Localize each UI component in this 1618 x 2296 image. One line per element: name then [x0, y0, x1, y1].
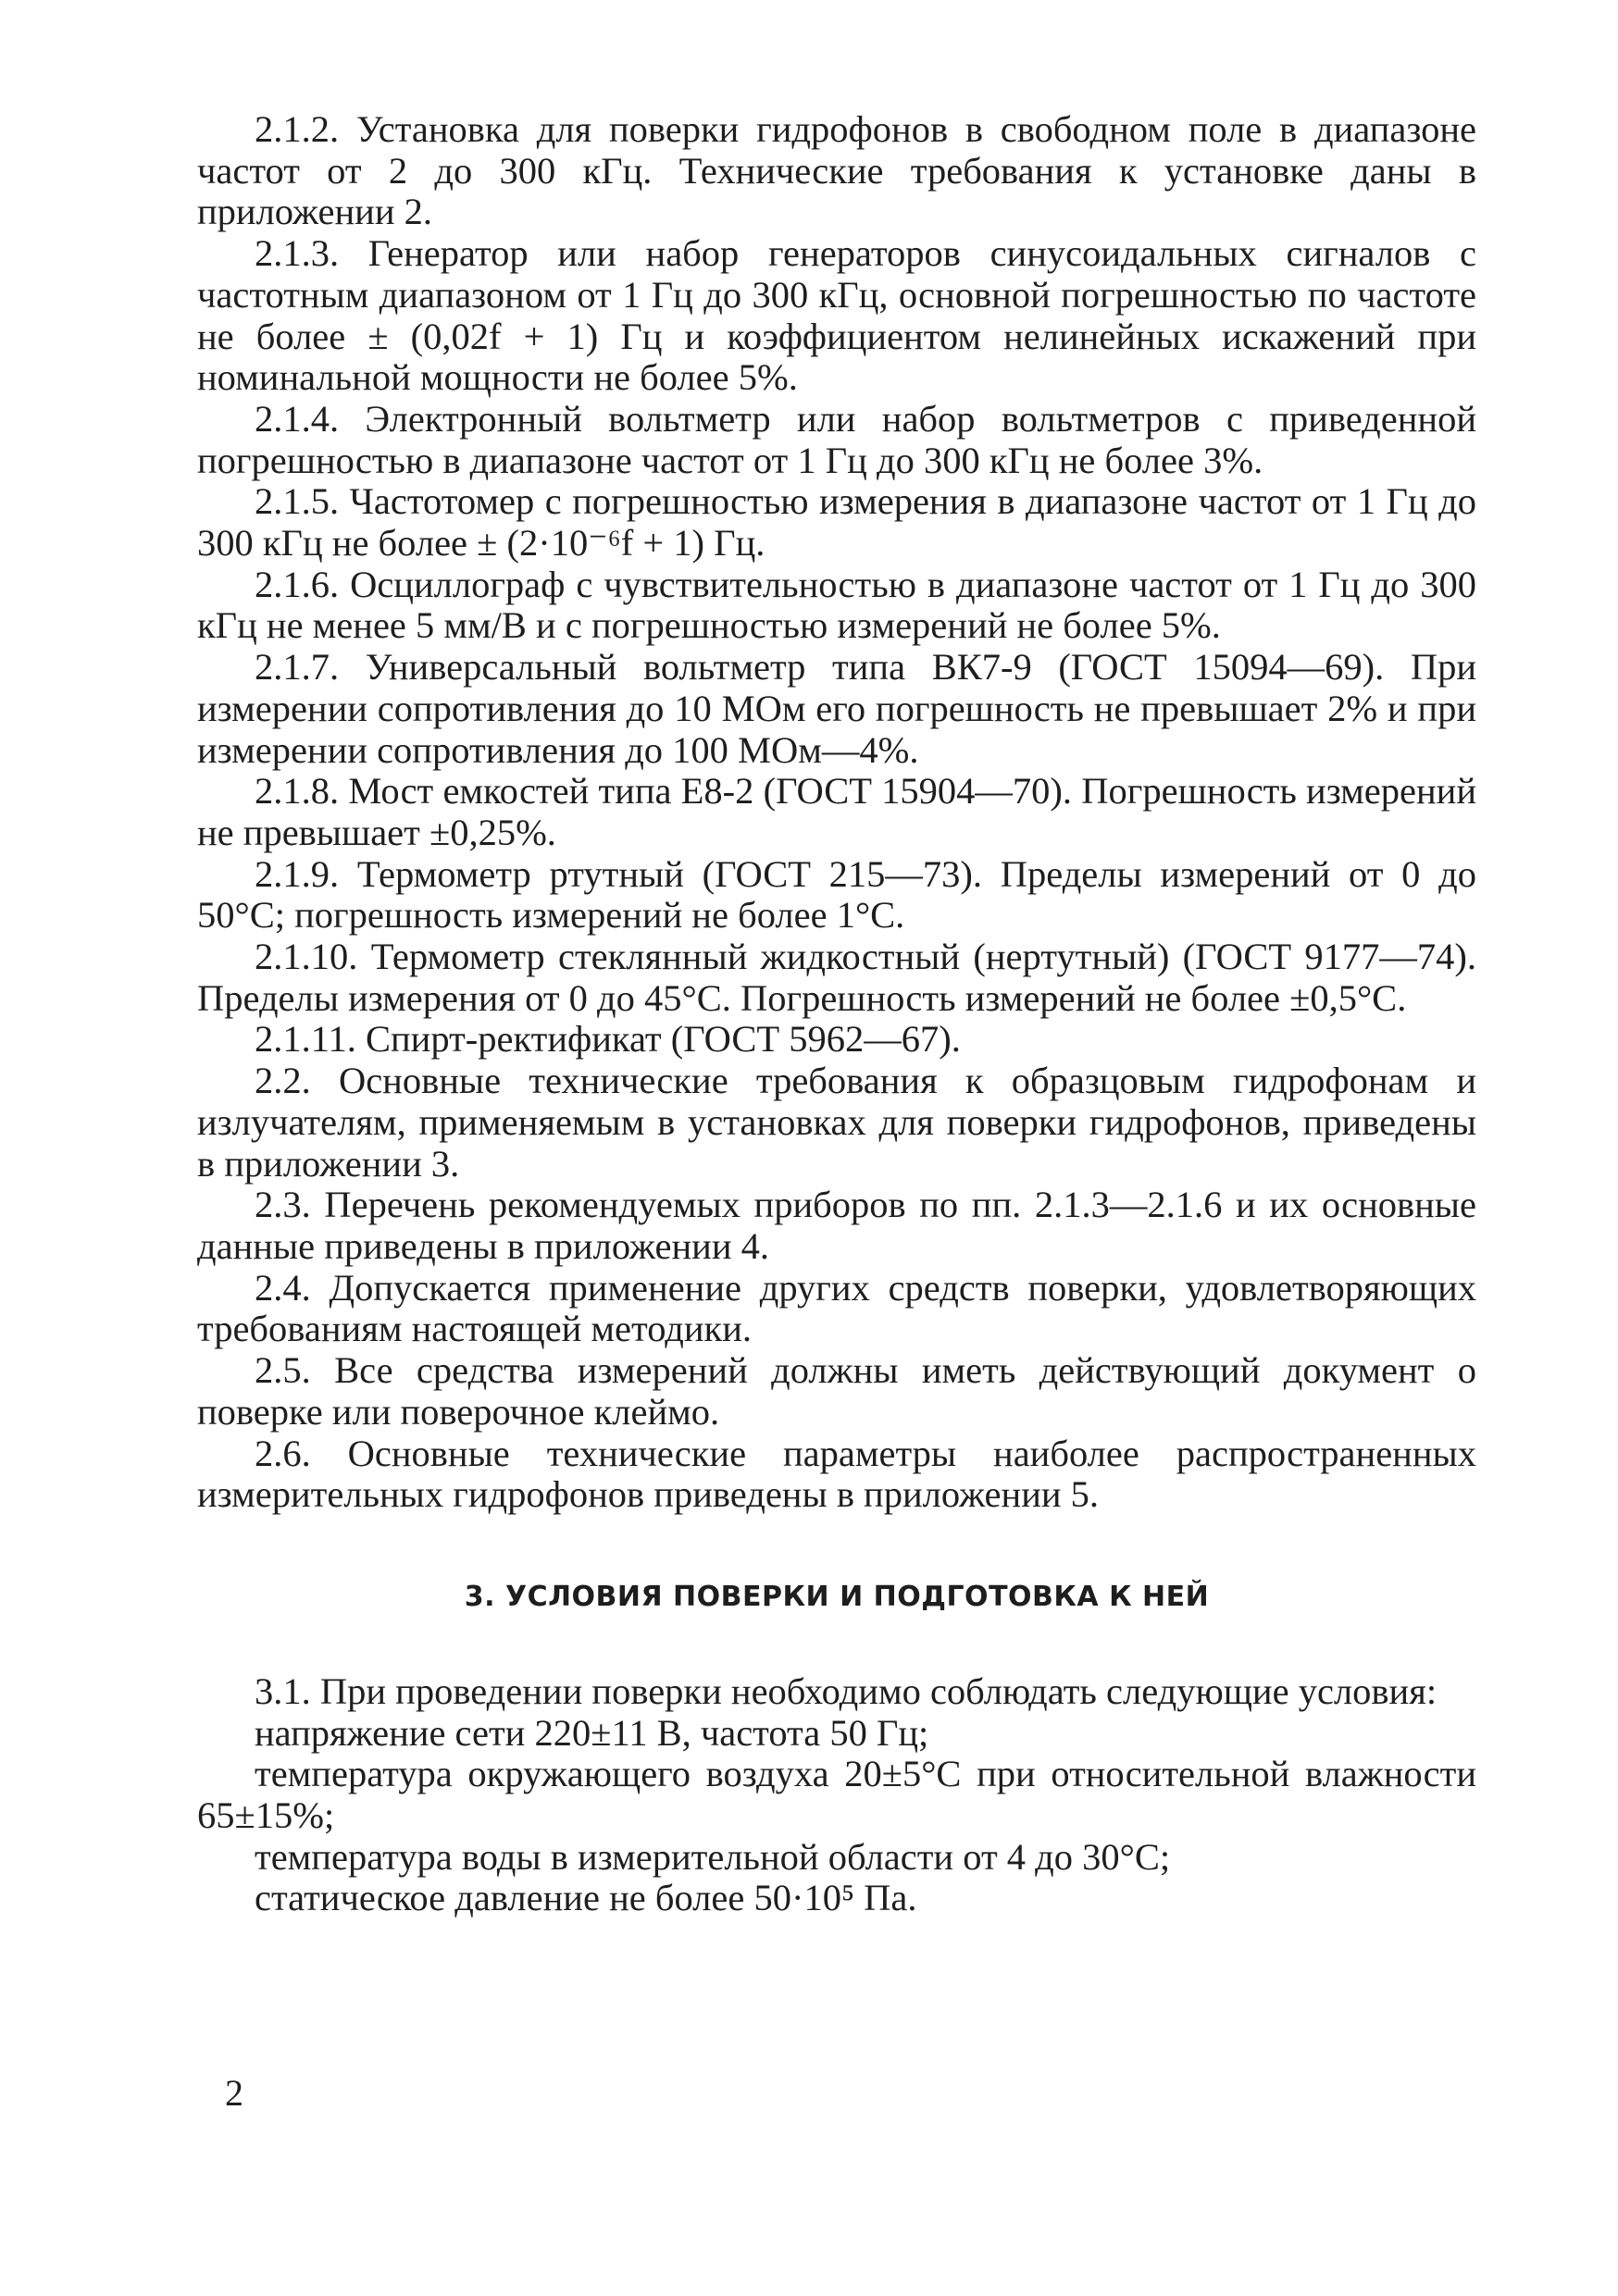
- paragraph-2-1-8: 2.1.8. Мост емкостей типа Е8-2 (ГОСТ 15904—70). Погрешность измерений не превышает ±0,25%.: [197, 770, 1476, 853]
- page-number: 2: [225, 2072, 243, 2114]
- condition-item: напряжение сети 220±11 В, частота 50 Гц;: [255, 1711, 929, 1754]
- paragraph-2-1-4: 2.1.4. Электронный вольтметр или набор вольтметров с приведенной погрешностью в диапазоне частот от 1 Гц до 300 кГц не более 3%.: [197, 397, 1476, 481]
- condition-item: температура воды в измерительной области от 4 до 30°С;: [255, 1835, 1171, 1878]
- condition-item: температура окружающего воздуха 20±5°С при относительной влажности 65±15%;: [197, 1753, 1476, 1837]
- paragraph-2-1-7: 2.1.7. Универсальный вольтметр типа ВК7-9 (ГОСТ 15094—69). При измерении сопротивления до 10 МОм его погрешность не превышает 2% и при измерении сопротивления до 100 МОм—4%.: [197, 646, 1476, 771]
- paragraph-2-5: 2.5. Все средства измерений должны иметь действующий документ о поверке или поверочное клеймо.: [197, 1349, 1476, 1433]
- paragraph-2-2: 2.2. Основные технические требования к образцовым гидрофонам и излучателям, применяемым в установках для поверки гидрофонов, приведены в приложении 3.: [197, 1060, 1476, 1185]
- paragraph-2-1-9: 2.1.9. Термометр ртутный (ГОСТ 215—73). Пределы измерений от 0 до 50°С; погрешность измерений не более 1°С.: [197, 852, 1476, 937]
- condition-item: статическое давление не более 50·10⁵ Па.: [255, 1877, 917, 1919]
- paragraph-3-1: 3.1. При проведении поверки необходимо соблюдать следующие условия:: [255, 1669, 1438, 1712]
- paragraph-2-1-3: 2.1.3. Генератор или набор генераторов синусоидальных сигналов с частотным диапазоном от 1 Гц до 300 кГц, основной погрешностью по частоте не более ± (0,02f + 1) Гц и коэффициентом нелинейных искажений при номинальной мощности не более 5%.: [197, 232, 1476, 399]
- paragraph-2-3: 2.3. Перечень рекомендуемых приборов по пп. 2.1.3—2.1.6 и их основные данные приведены в приложении 4.: [197, 1184, 1476, 1267]
- paragraph-2-1-5: 2.1.5. Частотомер с погрешностью измерения в диапазоне частот от 1 Гц до 300 кГц не более ± (2·10⁻⁶f + 1) Гц.: [197, 480, 1476, 565]
- paragraph-2-1-6: 2.1.6. Осциллограф с чувствительностью в диапазоне частот от 1 Гц до 300 кГц не менее 5 мм/В и с погрешностью измерений не более 5%.: [197, 563, 1476, 647]
- paragraph-2-1-11: 2.1.11. Спирт-ректификат (ГОСТ 5962—67).: [255, 1018, 961, 1061]
- paragraph-2-1-10: 2.1.10. Термометр стеклянный жидкостный (нертутный) (ГОСТ 9177—74). Пределы измерения от 0 до 45°С. Погрешность измерений не более ±0,5°С.: [197, 936, 1476, 1019]
- paragraph-2-4: 2.4. Допускается применение других средств поверки, удовлетворяющих требованиям настоящей методики.: [197, 1266, 1476, 1350]
- paragraph-2-6: 2.6. Основные технические параметры наиболее распространенных измерительных гидрофонов приведены в приложении 5.: [197, 1432, 1476, 1516]
- section-heading: 3. УСЛОВИЯ ПОВЕРКИ И ПОДГОТОВКА К НЕЙ: [464, 1580, 1210, 1613]
- paragraph-2-1-2: 2.1.2. Установка для поверки гидрофонов в свободном поле в диапазоне частот от 2 до 300 кГц. Технические требования к установке даны в приложении 2.: [197, 108, 1476, 233]
- body-text: [197, 109, 1476, 1919]
